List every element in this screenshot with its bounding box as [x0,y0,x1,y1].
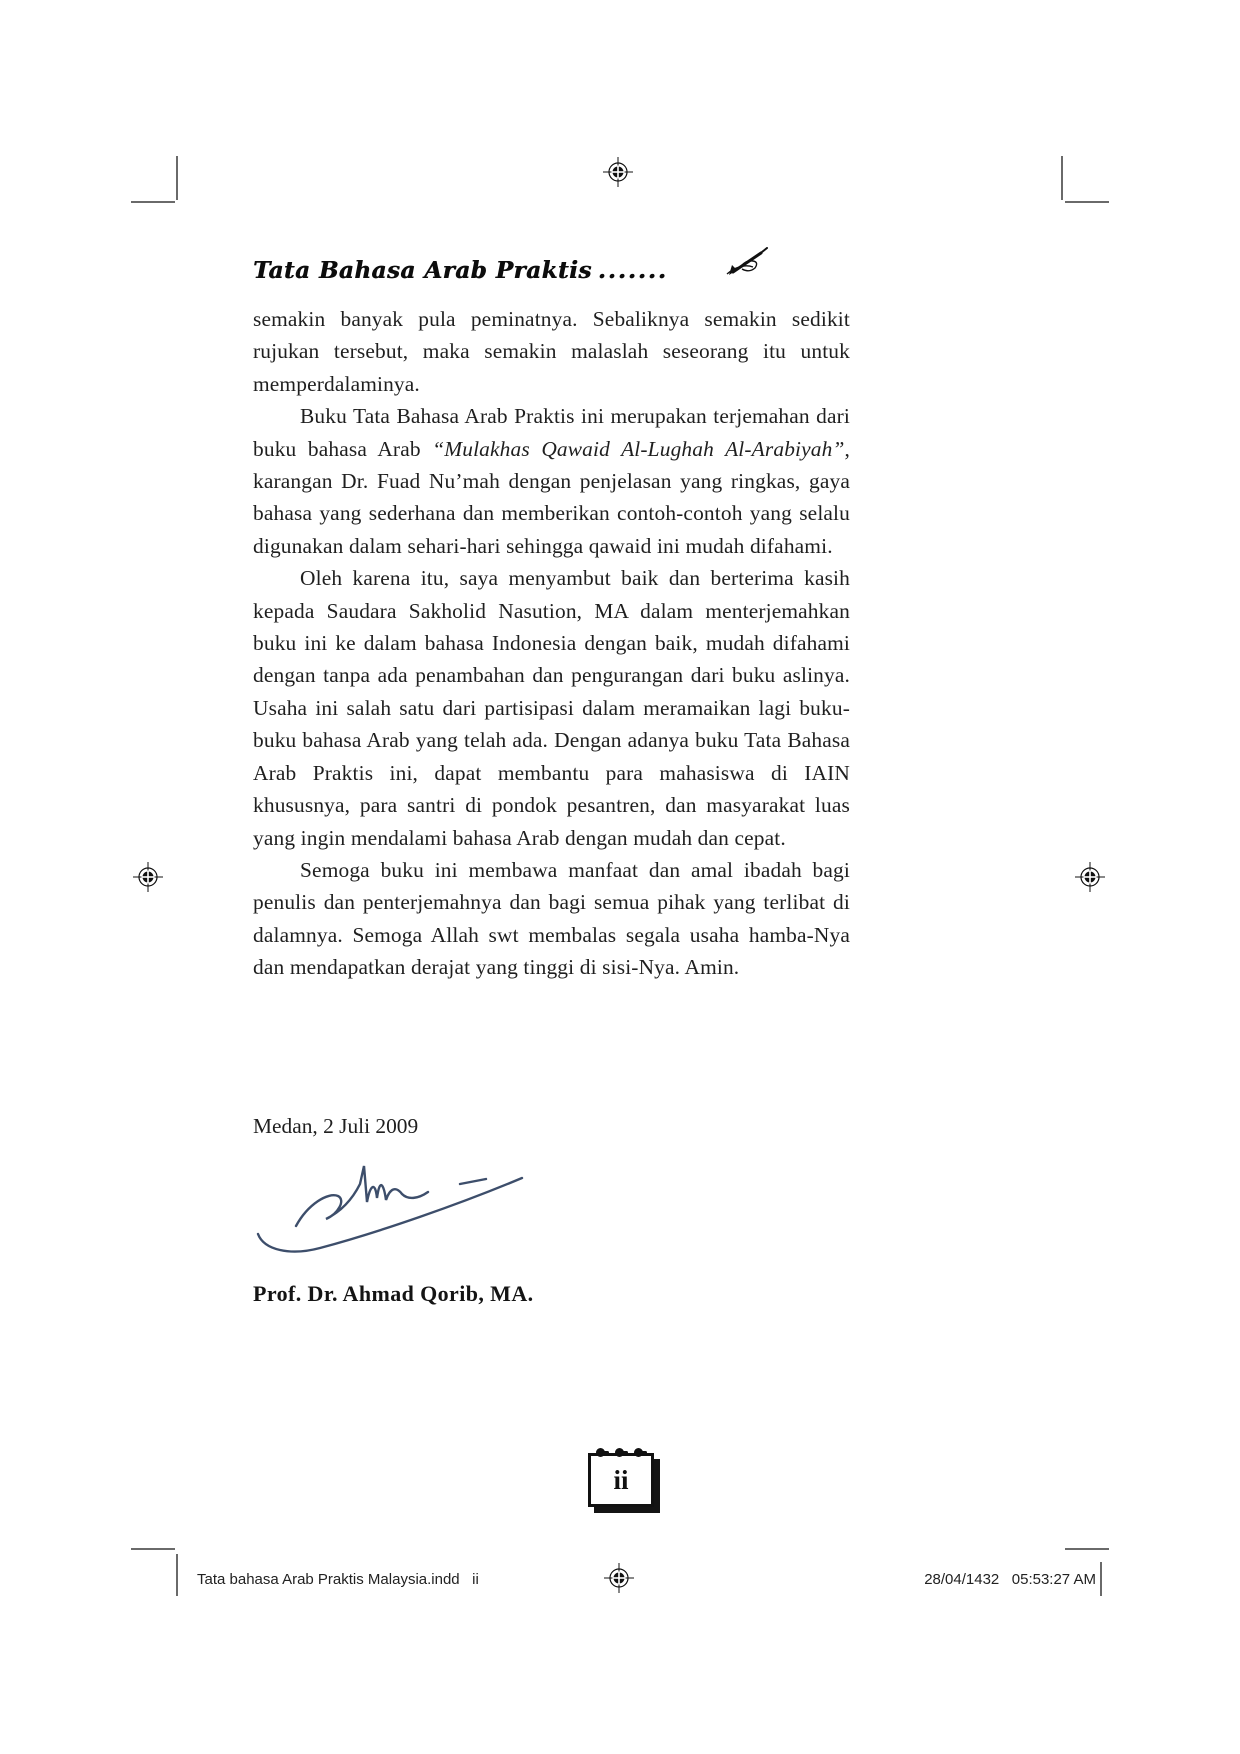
paragraph [253,400,850,562]
binder-ring-icon [634,1448,643,1457]
paragraph-text: Buku Tata Bahasa Arab Praktis ini merupakan terjemahan dari buku bahasa Arab [253,404,850,461]
crop-mark-top-right-horizontal [1065,201,1109,203]
binder-ring-icon [615,1448,624,1457]
crop-mark-bottom-right-horizontal [1065,1548,1109,1550]
registration-mark-icon [602,156,634,188]
writing-pen-icon [672,220,769,312]
crop-mark-top-left-horizontal [131,201,175,203]
registration-mark-icon [603,1562,635,1594]
arabic-book-title: “Mulakhas Qawaid Al-Lughah Al-Arabiyah” [432,436,845,461]
preface-text [253,303,850,984]
crop-mark-bottom-left-vertical [176,1554,178,1596]
paragraph-text: , karangan Dr. Fuad Nu’mah dengan penjelasan yang ringkas, gaya bahasa yang sederhana dan memberikan contoh-contoh yang selalu digunakan dalam sehari-hari sehingga qawaid ini mudah difahami. [253,436,851,558]
registration-mark-icon [1074,861,1106,893]
running-header [253,228,769,312]
paragraph: Semoga buku ini membawa manfaat dan amal ibadah bagi penulis dan penterjemahnya dan bagi semua pihak yang terlibat di dalamnya. Semoga Allah swt membalas segala usaha hamba-Nya dan mendapatkan derajat yang tinggi di sisi-Nya. Amin. [253,857,850,980]
page-number: ii [613,1464,629,1495]
dateline: Medan, 2 Juli 2009 [253,1114,419,1138]
binder-ring-icon [596,1448,605,1457]
signatory-name: Prof. Dr. Ahmad Qorib, MA. [253,1281,534,1306]
crop-mark-bottom-right-vertical [1100,1562,1102,1596]
page-number-badge [588,1453,654,1507]
registration-mark-icon [132,861,164,893]
footer-timestamp: 28/04/1432 05:53:27 AM [924,1571,1096,1588]
book-title: Tata Bahasa Arab Praktis [253,256,592,284]
signature [250,1162,540,1272]
header-dots: ....... [597,256,668,284]
crop-mark-top-right-vertical [1061,156,1063,200]
footer-filename: Tata bahasa Arab Praktis Malaysia.indd ii [197,1571,479,1588]
paragraph: semakin banyak pula peminatnya. Sebaliknya semakin sedikit rujukan tersebut, maka semakin malaslah seseorang itu untuk memperdalaminya. [253,307,850,396]
paragraph: Oleh karena itu, saya menyambut baik dan berterima kasih kepada Saudara Sakholid Nasution, MA dalam menterjemahkan buku ini ke dalam bahasa Indonesia dengan baik, mudah difahami dengan tanpa ada penambahan dan pengurangan dari buku aslinya. Usaha ini salah satu dari partisipasi dalam meramaikan lagi buku-buku bahasa Arab yang telah ada. Dengan adanya buku Tata Bahasa Arab Praktis ini, dapat membantu para mahasiswa di IAIN khususnya, para santri di pondok pesantren, dan masyarakat luas yang ingin mendalami bahasa Arab dengan mudah dan cepat. [253,566,850,850]
crop-mark-top-left-vertical [176,156,178,200]
crop-mark-bottom-left-horizontal [131,1548,175,1550]
